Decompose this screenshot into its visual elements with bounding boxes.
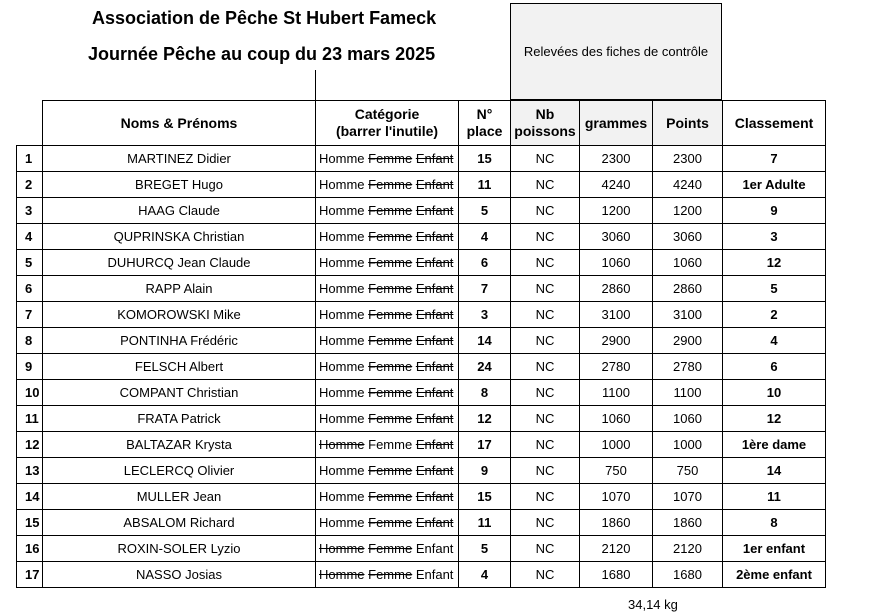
place-number: 8 <box>459 380 511 406</box>
grams-value: 2860 <box>580 276 653 302</box>
participant-name: BALTAZAR Krysta <box>43 432 316 458</box>
points-value: 1060 <box>653 406 723 432</box>
category-cell <box>316 458 459 484</box>
category-enfant: Enfant <box>415 333 454 348</box>
ranking-header: Classement <box>723 101 826 146</box>
category-cell <box>316 432 459 458</box>
ranking-value: 10 <box>723 380 826 406</box>
grams-value: 3100 <box>580 302 653 328</box>
table-row <box>17 146 826 172</box>
grams-header: grammes <box>580 101 653 146</box>
category-cell <box>316 198 459 224</box>
row-number: 17 <box>17 562 43 588</box>
ranking-value: 1ère dame <box>723 432 826 458</box>
row-number: 13 <box>17 458 43 484</box>
ranking-value: 2ème enfant <box>723 562 826 588</box>
row-number: 14 <box>17 484 43 510</box>
grams-value: 1200 <box>580 198 653 224</box>
total-weight: 34,14 kg <box>628 597 678 612</box>
table-row <box>17 198 826 224</box>
points-value: 1060 <box>653 250 723 276</box>
row-number: 15 <box>17 510 43 536</box>
ranking-value: 11 <box>723 484 826 510</box>
category-homme: Homme <box>319 359 365 374</box>
place-header-line1: N° <box>476 106 493 122</box>
table-row <box>17 354 826 380</box>
category-femme: Femme <box>368 489 413 504</box>
category-homme: Homme <box>319 151 365 166</box>
points-value: 2120 <box>653 536 723 562</box>
document-title: Association de Pêche St Hubert Fameck <box>92 8 437 28</box>
category-femme: Femme <box>368 437 413 452</box>
ranking-value: 2 <box>723 302 826 328</box>
fish-count-header-line1: Nb <box>535 106 555 122</box>
grams-value: 2900 <box>580 328 653 354</box>
participant-name: FRATA Patrick <box>43 406 316 432</box>
participant-name: DUHURCQ Jean Claude <box>43 250 316 276</box>
ranking-value: 12 <box>723 406 826 432</box>
row-number: 1 <box>17 146 43 172</box>
grams-value: 1680 <box>580 562 653 588</box>
table-row <box>17 224 826 250</box>
place-number: 11 <box>459 172 511 198</box>
table-row <box>17 328 826 354</box>
place-number: 7 <box>459 276 511 302</box>
place-header-line2: place <box>466 123 503 139</box>
grams-value: 1060 <box>580 250 653 276</box>
category-femme: Femme <box>368 411 413 426</box>
row-number: 11 <box>17 406 43 432</box>
grams-value: 1860 <box>580 510 653 536</box>
place-number: 15 <box>459 146 511 172</box>
participant-name: HAAG Claude <box>43 198 316 224</box>
category-enfant: Enfant <box>415 437 454 452</box>
row-number: 12 <box>17 432 43 458</box>
category-femme: Femme <box>368 229 413 244</box>
participant-name: NASSO Josias <box>43 562 316 588</box>
grams-value: 4240 <box>580 172 653 198</box>
table-row <box>17 172 826 198</box>
fish-count: NC <box>511 510 580 536</box>
table-row <box>17 510 826 536</box>
category-cell <box>316 510 459 536</box>
participant-name: RAPP Alain <box>43 276 316 302</box>
place-number: 9 <box>459 458 511 484</box>
fish-count: NC <box>511 432 580 458</box>
table-row <box>17 406 826 432</box>
fish-count: NC <box>511 146 580 172</box>
participant-name: ABSALOM Richard <box>43 510 316 536</box>
fish-count: NC <box>511 536 580 562</box>
category-enfant: Enfant <box>415 229 454 244</box>
ranking-value: 8 <box>723 510 826 536</box>
table-row <box>17 250 826 276</box>
category-enfant: Enfant <box>415 541 454 556</box>
participant-name: LECLERCQ Olivier <box>43 458 316 484</box>
points-value: 1070 <box>653 484 723 510</box>
table-row <box>17 562 826 588</box>
place-number: 17 <box>459 432 511 458</box>
grams-value: 3060 <box>580 224 653 250</box>
participant-name: ROXIN-SOLER Lyzio <box>43 536 316 562</box>
table-row <box>17 302 826 328</box>
points-value: 4240 <box>653 172 723 198</box>
category-cell <box>316 380 459 406</box>
category-cell <box>316 146 459 172</box>
results-table <box>16 100 826 588</box>
fish-count: NC <box>511 406 580 432</box>
points-header: Points <box>653 101 723 146</box>
points-value: 750 <box>653 458 723 484</box>
table-row <box>17 484 826 510</box>
place-number: 5 <box>459 536 511 562</box>
fish-count: NC <box>511 354 580 380</box>
category-enfant: Enfant <box>415 307 454 322</box>
category-femme: Femme <box>368 567 413 582</box>
names-header: Noms & Prénoms <box>43 101 316 146</box>
fish-count: NC <box>511 562 580 588</box>
category-homme: Homme <box>319 463 365 478</box>
place-number: 6 <box>459 250 511 276</box>
grams-value: 2300 <box>580 146 653 172</box>
category-header-line1: Catégorie <box>354 106 420 122</box>
ranking-value: 7 <box>723 146 826 172</box>
category-cell <box>316 172 459 198</box>
category-femme: Femme <box>368 255 413 270</box>
category-homme: Homme <box>319 229 365 244</box>
category-enfant: Enfant <box>415 463 454 478</box>
points-value: 3100 <box>653 302 723 328</box>
grams-value: 2120 <box>580 536 653 562</box>
category-homme: Homme <box>319 177 365 192</box>
category-enfant: Enfant <box>415 567 454 582</box>
category-enfant: Enfant <box>415 177 454 192</box>
category-homme: Homme <box>319 437 365 452</box>
points-value: 1100 <box>653 380 723 406</box>
place-number: 15 <box>459 484 511 510</box>
fish-count: NC <box>511 172 580 198</box>
table-row <box>17 432 826 458</box>
place-number: 24 <box>459 354 511 380</box>
fish-count: NC <box>511 198 580 224</box>
ranking-value: 6 <box>723 354 826 380</box>
grams-value: 1070 <box>580 484 653 510</box>
fish-count: NC <box>511 328 580 354</box>
row-number: 5 <box>17 250 43 276</box>
category-femme: Femme <box>368 203 413 218</box>
table-row <box>17 276 826 302</box>
category-cell <box>316 354 459 380</box>
fish-count: NC <box>511 250 580 276</box>
ranking-value: 4 <box>723 328 826 354</box>
category-header-line2: (barrer l'inutile) <box>335 123 439 139</box>
fish-count: NC <box>511 302 580 328</box>
control-sheets-label: Relevées des fiches de contrôle <box>523 44 709 59</box>
participant-name: COMPANT Christian <box>43 380 316 406</box>
fish-count: NC <box>511 224 580 250</box>
category-femme: Femme <box>368 177 413 192</box>
category-femme: Femme <box>368 151 413 166</box>
fish-count-header <box>511 101 580 146</box>
category-homme: Homme <box>319 567 365 582</box>
category-homme: Homme <box>319 411 365 426</box>
fish-count: NC <box>511 276 580 302</box>
index-header <box>17 101 43 146</box>
category-femme: Femme <box>368 541 413 556</box>
place-number: 3 <box>459 302 511 328</box>
category-homme: Homme <box>319 307 365 322</box>
place-number: 4 <box>459 562 511 588</box>
category-homme: Homme <box>319 489 365 504</box>
category-enfant: Enfant <box>415 203 454 218</box>
points-value: 1860 <box>653 510 723 536</box>
grams-value: 1100 <box>580 380 653 406</box>
category-femme: Femme <box>368 385 413 400</box>
category-femme: Femme <box>368 359 413 374</box>
fish-count: NC <box>511 484 580 510</box>
grams-value: 1000 <box>580 432 653 458</box>
category-homme: Homme <box>319 515 365 530</box>
category-cell <box>316 562 459 588</box>
participant-name: MARTINEZ Didier <box>43 146 316 172</box>
row-number: 4 <box>17 224 43 250</box>
header-row <box>17 101 826 146</box>
category-cell <box>316 328 459 354</box>
place-number: 14 <box>459 328 511 354</box>
place-header <box>459 101 511 146</box>
category-enfant: Enfant <box>415 515 454 530</box>
ranking-value: 1er Adulte <box>723 172 826 198</box>
grams-value: 2780 <box>580 354 653 380</box>
points-value: 3060 <box>653 224 723 250</box>
ranking-value: 12 <box>723 250 826 276</box>
ranking-value: 1er enfant <box>723 536 826 562</box>
row-number: 2 <box>17 172 43 198</box>
category-homme: Homme <box>319 541 365 556</box>
place-number: 11 <box>459 510 511 536</box>
table-row <box>17 536 826 562</box>
category-enfant: Enfant <box>415 411 454 426</box>
participant-name: KOMOROWSKI Mike <box>43 302 316 328</box>
category-femme: Femme <box>368 281 413 296</box>
category-cell <box>316 276 459 302</box>
category-homme: Homme <box>319 385 365 400</box>
points-value: 2780 <box>653 354 723 380</box>
grams-value: 1060 <box>580 406 653 432</box>
category-homme: Homme <box>319 281 365 296</box>
category-cell <box>316 302 459 328</box>
row-number: 8 <box>17 328 43 354</box>
row-number: 10 <box>17 380 43 406</box>
participant-name: FELSCH Albert <box>43 354 316 380</box>
points-value: 2300 <box>653 146 723 172</box>
fish-count: NC <box>511 380 580 406</box>
category-enfant: Enfant <box>415 255 454 270</box>
points-value: 2860 <box>653 276 723 302</box>
control-sheets-header <box>510 3 722 100</box>
ranking-value: 9 <box>723 198 826 224</box>
category-femme: Femme <box>368 515 413 530</box>
document-subtitle: Journée Pêche au coup du 23 mars 2025 <box>88 44 436 64</box>
participant-name: QUPRINSKA Christian <box>43 224 316 250</box>
table-row <box>17 458 826 484</box>
category-enfant: Enfant <box>415 385 454 400</box>
category-homme: Homme <box>319 333 365 348</box>
points-value: 1200 <box>653 198 723 224</box>
category-header <box>316 101 459 146</box>
place-number: 4 <box>459 224 511 250</box>
ranking-value: 5 <box>723 276 826 302</box>
category-cell <box>316 406 459 432</box>
category-enfant: Enfant <box>415 281 454 296</box>
category-femme: Femme <box>368 333 413 348</box>
category-femme: Femme <box>368 307 413 322</box>
category-enfant: Enfant <box>415 359 454 374</box>
row-number: 3 <box>17 198 43 224</box>
row-number: 16 <box>17 536 43 562</box>
participant-name: BREGET Hugo <box>43 172 316 198</box>
ranking-value: 3 <box>723 224 826 250</box>
points-value: 1000 <box>653 432 723 458</box>
fish-count: NC <box>511 458 580 484</box>
place-number: 5 <box>459 198 511 224</box>
fish-count-header-line2: poissons <box>514 123 576 139</box>
row-number: 7 <box>17 302 43 328</box>
category-cell <box>316 250 459 276</box>
table-row <box>17 380 826 406</box>
row-number: 9 <box>17 354 43 380</box>
row-number: 6 <box>17 276 43 302</box>
category-homme: Homme <box>319 203 365 218</box>
points-value: 2900 <box>653 328 723 354</box>
participant-name: MULLER Jean <box>43 484 316 510</box>
ranking-value: 14 <box>723 458 826 484</box>
participant-name: PONTINHA Frédéric <box>43 328 316 354</box>
category-femme: Femme <box>368 463 413 478</box>
grams-value: 750 <box>580 458 653 484</box>
points-value: 1680 <box>653 562 723 588</box>
place-number: 12 <box>459 406 511 432</box>
category-enfant: Enfant <box>415 151 454 166</box>
category-cell <box>316 224 459 250</box>
category-cell <box>316 536 459 562</box>
category-cell <box>316 484 459 510</box>
category-enfant: Enfant <box>415 489 454 504</box>
category-homme: Homme <box>319 255 365 270</box>
divider-line <box>315 70 316 100</box>
